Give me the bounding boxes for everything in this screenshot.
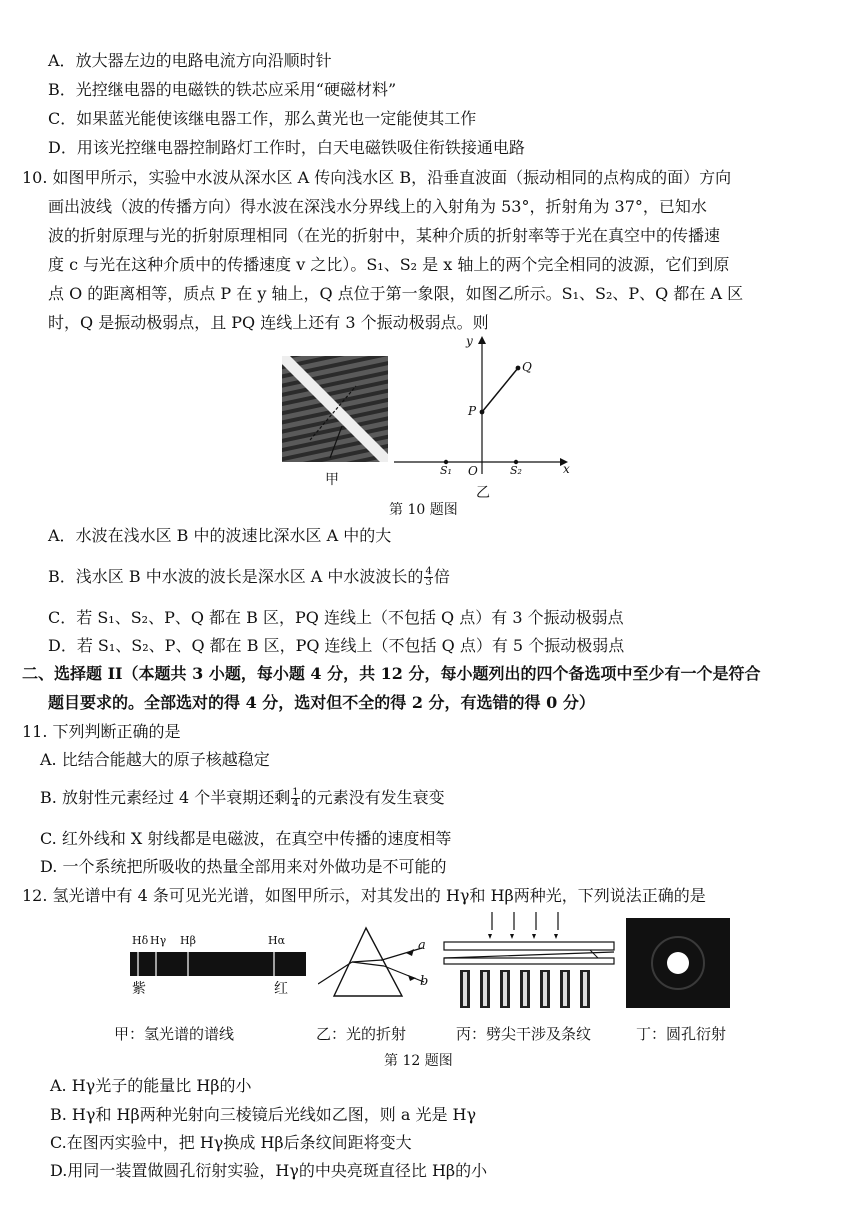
q10-fig-label-yi: 乙 (476, 485, 490, 501)
q9-option-c: C．如果蓝光能使该继电器工作，那么黄光也一定能使其工作 (48, 109, 477, 128)
q10-option-d: D．若 S₁、S₂、P、Q 都在 B 区，PQ 连线上（不包括 Q 点）有 5 个振动极弱点 (48, 636, 625, 655)
fraction: $\frac{1}{4}$ (292, 787, 299, 809)
q10-fig-label-jia: 甲 (325, 472, 339, 488)
q11-stem: 11. 下列判断正确的是 (22, 722, 181, 741)
q10-option-a: A．水波在浅水区 B 中的波速比深水区 A 中的大 (48, 526, 392, 545)
q10-point-o: O (468, 464, 478, 478)
q10-point-p: P (468, 404, 477, 418)
spectrum-label-h-delta: Hδ (132, 934, 149, 947)
section-2-header-line-1: 二、选择题 II（本题共 3 小题，每小题 4 分，共 12 分，每小题列出的四个备选项中至少有一个是符合 (22, 664, 761, 683)
q9-option-d: D．用该光控继电器控制路灯工作时，白天电磁铁吸住衔铁接通电路 (48, 138, 525, 157)
q11-option-c: C. 红外线和 X 射线都是电磁波，在真空中传播的速度相等 (40, 829, 452, 848)
fraction: $\frac{4}{3}$ (425, 566, 432, 588)
q10-figure-caption: 第 10 题图 (389, 502, 458, 518)
q10-option-b: B．浅水区 B 中水波的波长是深水区 A 中水波波长的 $\frac{4}{3}$ 倍 (48, 566, 450, 588)
spectrum-red-label: 红 (274, 981, 288, 997)
q10-figure-yi (394, 332, 574, 478)
q9-option-a: A．放大器左边的电路电流方向沿顺时针 (48, 51, 332, 70)
spectrum-label-h-beta: Hβ (180, 934, 196, 947)
q10-stem-line-5: 点 O 的距离相等，质点 P 在 y 轴上，Q 点位于第一象限，如图乙所示。S₁、S₂、P、Q 都在 A 区 (48, 284, 744, 303)
prism-ray-a-label: a (418, 938, 426, 953)
hydrogen-spectrum-bar (130, 952, 306, 976)
q11-option-d: D. 一个系统把所吸收的热量全部用来对外做功是不可能的 (40, 857, 447, 876)
prism-ray-b-label: b (420, 974, 429, 989)
q10-stem-line-6: 时，Q 是振动极弱点，且 PQ 连线上还有 3 个振动极弱点。则 (48, 313, 489, 332)
q12-caption-jia: 甲：氢光谱的谱线 (114, 1025, 235, 1043)
q10-axis-x-label: x (563, 462, 570, 476)
q10-figure-jia (282, 356, 388, 462)
q12-caption-ding: 丁：圆孔衍射 (636, 1025, 727, 1043)
q12-option-b: B. Hγ和 Hβ两种光射向三棱镜后光线如乙图，则 a 光是 Hγ (50, 1105, 477, 1124)
q10-stem-line-2: 画出波线（波的传播方向）得水波在深浅水分界线上的入射角为 53°，折射角为 37°，已知水 (48, 197, 707, 216)
q10-point-q: Q (522, 360, 532, 374)
q10-point-s1: S₁ (440, 464, 452, 477)
wedge-interference-figure (440, 910, 620, 1010)
q12-caption-yi: 乙：光的折射 (316, 1025, 407, 1043)
q10-point-s2: S₂ (510, 464, 522, 477)
q11-option-a: A. 比结合能越大的原子核越稳定 (40, 750, 270, 769)
q11-option-b: B. 放射性元素经过 4 个半衰期还剩 $\frac{1}{4}$ 的元素没有发生衰变 (40, 787, 445, 809)
q10-axis-y-label: y (466, 334, 473, 348)
q12-option-c: C.在图丙实验中，把 Hγ换成 Hβ后条纹间距将变大 (50, 1133, 412, 1152)
q10-stem-line-4: 度 c 与光在这种介质中的传播速度 v 之比）。S₁、S₂ 是 x 轴上的两个完全相同的波源，它们到原 (48, 255, 730, 274)
spectrum-label-h-gamma: Hγ (150, 934, 167, 947)
section-2-header-line-2: 题目要求的。全部选对的得 4 分，选对但不全的得 2 分，有选错的得 0 分） (48, 693, 595, 712)
spectrum-violet-label: 紫 (132, 981, 146, 997)
q10-option-c: C．若 S₁、S₂、P、Q 都在 B 区，PQ 连线上（不包括 Q 点）有 3 个振动极弱点 (48, 608, 624, 627)
q9-option-b: B．光控继电器的电磁铁的铁芯应采用“硬磁材料” (48, 80, 397, 99)
q12-caption-bing: 丙：劈尖干涉及条纹 (456, 1025, 592, 1043)
q12-option-d: D.用同一装置做圆孔衍射实验，Hγ的中央亮斑直径比 Hβ的小 (50, 1161, 488, 1180)
q12-figure-caption: 第 12 题图 (384, 1053, 453, 1069)
circular-aperture-diffraction-figure (626, 918, 730, 1008)
q12-stem: 12. 氢光谱中有 4 条可见光光谱，如图甲所示，对其发出的 Hγ和 Hβ两种光，下列说法正确的是 (22, 886, 706, 905)
q10-stem-line-3: 波的折射原理与光的折射原理相同（在光的折射中，某种介质的折射率等于光在真空中的传播速 (48, 226, 721, 245)
spectrum-label-h-alpha: Hα (268, 934, 286, 947)
q12-option-a: A. Hγ光子的能量比 Hβ的小 (50, 1076, 252, 1095)
q10-stem-line-1: 10. 如图甲所示，实验中水波从深水区 A 传向浅水区 B，沿垂直波面（振动相同的点构成的面）方向 (22, 168, 732, 187)
